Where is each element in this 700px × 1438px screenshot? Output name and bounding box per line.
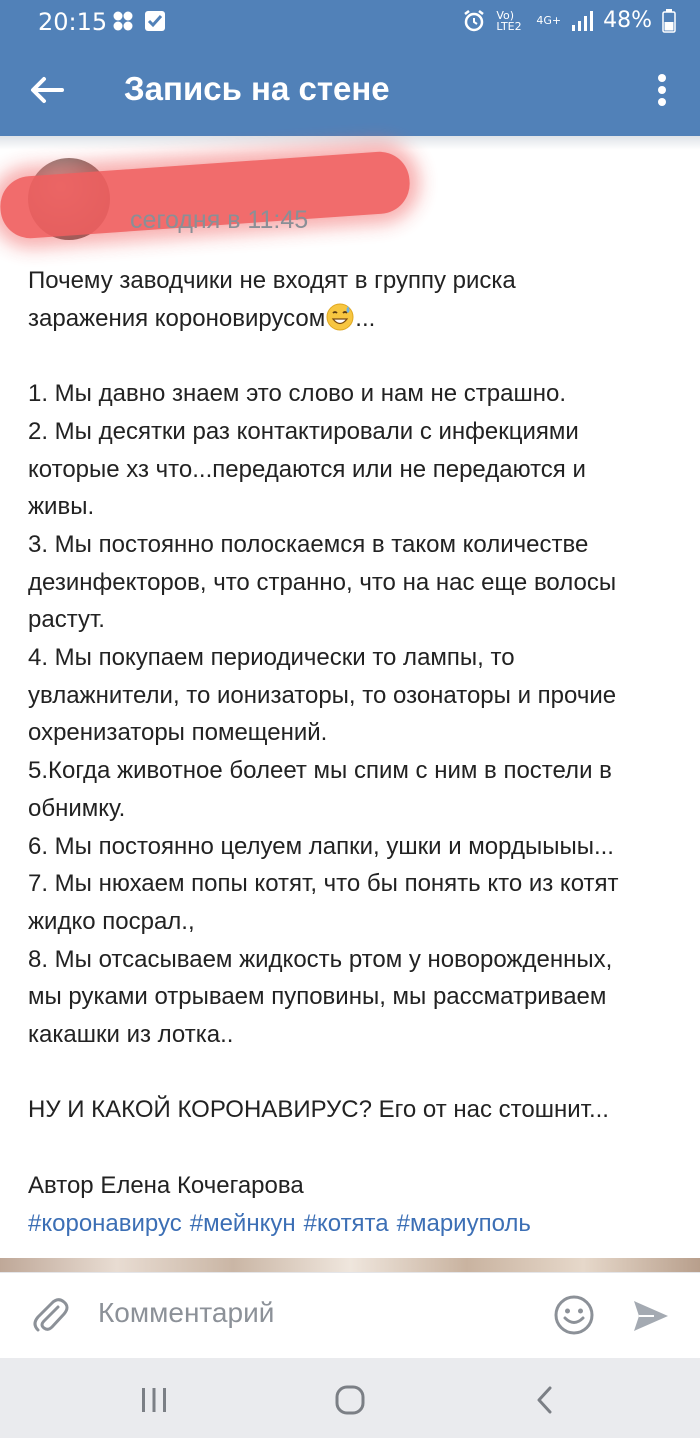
post-line: растут. (28, 606, 105, 634)
hashtag-link[interactable]: #коронавирус (28, 1209, 182, 1237)
page-title: Запись на стене (124, 70, 390, 107)
post-line: мы руками отрываем пуповины, мы рассматриваем (28, 983, 607, 1011)
hashtag-link[interactable]: #котята (303, 1209, 389, 1237)
post-line: какашки из лотка.. (28, 1021, 234, 1049)
post-line: 2. Мы десятки раз контактировали с инфекциями (28, 417, 579, 445)
post-line: жидко посрал., (28, 907, 195, 935)
post-spacer (28, 337, 678, 375)
comment-input[interactable]: Комментарий (98, 1297, 275, 1328)
post-line: которые хз что...передаются или не передаются и (28, 455, 586, 483)
hashtag-link[interactable]: #мейнкун (189, 1209, 296, 1237)
post-line: 5.Когда животное болеет мы спим с ним в постели в (28, 757, 612, 785)
post-line: 3. Мы постоянно полоскаемся в таком количестве (28, 530, 589, 558)
post-line: обнимку. (28, 794, 126, 822)
post-line-ellipsis: ... (355, 304, 376, 332)
recent-apps-icon[interactable] (134, 1380, 174, 1420)
network-type: 4G+ (536, 14, 562, 27)
volte-indicator: Vo) LTE2 (496, 8, 522, 33)
post-line: 1. Мы давно знаем это слово и нам не страшно. (28, 380, 566, 408)
app-bar-shadow (0, 136, 700, 150)
check-box-icon (144, 10, 166, 32)
notification-icons (112, 10, 166, 32)
app-bar (0, 44, 700, 136)
post-line: НУ И КАКОЙ КОРОНАВИРУС? Его от нас стошнит... (28, 1096, 609, 1124)
back-nav-icon[interactable] (526, 1380, 566, 1420)
post-text (28, 262, 678, 1242)
post-line: 4. Мы покупаем периодически то лампы, то (28, 644, 515, 672)
post-line: 8. Мы отсасываем жидкость ртом у новорожденных, (28, 945, 613, 973)
post-line: 7. Мы нюхаем попы котят, что бы понять кто из котят (28, 870, 619, 898)
post-line: 6. Мы постоянно целуем лапки, ушки и мордыыыы... (28, 832, 614, 860)
hashtag-link[interactable]: #мариуполь (396, 1209, 531, 1237)
battery-icon (662, 9, 676, 33)
system-nav-bar (0, 1358, 700, 1438)
alarm-icon (462, 9, 486, 33)
post-line: дезинфекторов, что странно, что на нас еще волосы (28, 568, 617, 596)
hashtags (28, 1205, 678, 1243)
post-line-text: заражения короновирусом (28, 304, 326, 332)
home-icon[interactable] (330, 1380, 370, 1420)
status-right (462, 8, 676, 33)
post-author-line: Автор Елена Кочегарова (28, 1171, 304, 1199)
post-line: увлажнители, то ионизаторы, то озонаторы и прочие (28, 681, 617, 709)
post-line: охренизаторы помещений. (28, 719, 328, 747)
grid-app-icon (112, 10, 134, 32)
post-line: Почему заводчики не входят в группу риска (28, 267, 516, 294)
post-time: сегодня в 11:45 (130, 206, 309, 234)
send-icon[interactable] (630, 1295, 672, 1337)
smile-icon[interactable] (552, 1293, 596, 1337)
signal-icon (571, 11, 593, 31)
post-spacer (28, 1054, 678, 1092)
paperclip-icon[interactable] (28, 1293, 72, 1337)
post-spacer (28, 1129, 678, 1167)
battery-percent: 48% (603, 8, 652, 33)
post-line: живы. (28, 493, 95, 521)
more-vertical-icon[interactable] (644, 68, 680, 112)
arrow-left-icon[interactable] (22, 66, 70, 114)
comment-bar (0, 1272, 700, 1359)
status-time: 20:15 (38, 8, 108, 36)
status-bar (0, 0, 700, 44)
post-line (28, 300, 678, 338)
grinning-sweat-emoji-icon (325, 302, 355, 332)
